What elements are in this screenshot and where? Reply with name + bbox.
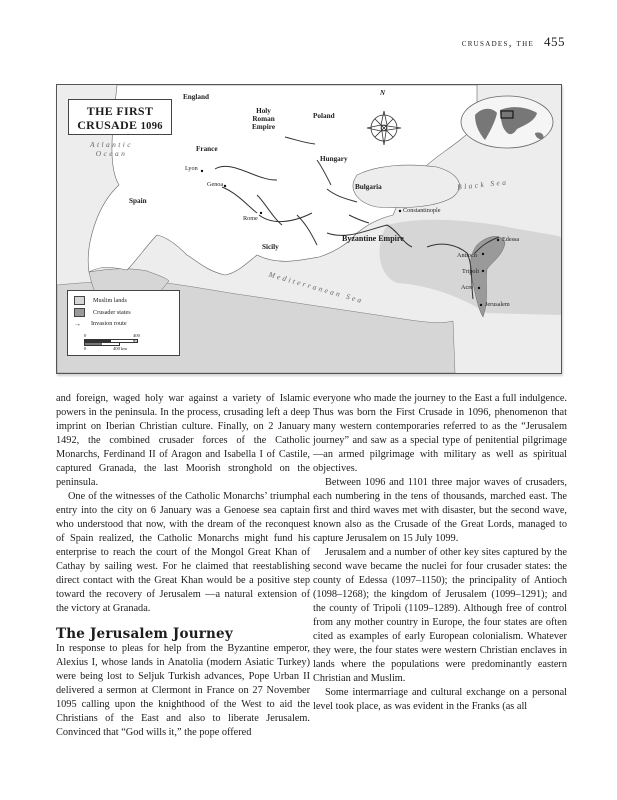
city-lyon: Lyon: [185, 165, 198, 172]
map-title-year: 1096: [140, 121, 163, 132]
running-head-section: crusades, the: [461, 38, 535, 49]
legend-crusader-states-label: Crusader states: [93, 309, 131, 316]
city-genoa: Genoa: [207, 181, 224, 188]
label-hre-2: Roman: [252, 115, 275, 123]
scale-zero-mi: 0: [84, 333, 87, 338]
right-column: [313, 392, 567, 714]
city-tripoli: Tripoli: [462, 268, 479, 275]
label-atlantic-2: Ocean: [95, 149, 128, 158]
right-paragraph-4: Some intermarriage and cultural exchange on a personal level took place, as was evident in the Franks (as all: [313, 687, 567, 712]
left-paragraph-1: and foreign, waged holy war against a variety of Islamic powers in the peninsula. In the process, crusading left a deep imprint on Iberian Christian culture. Finally, on 2 January 1492, the combined crusader forces of the Catholic Monarchs, Ferdinand II of Aragon and Isabella I of Castile, captured Granada, the last Moorish stronghold on the peninsula.: [56, 393, 310, 488]
label-hre-1: Holy: [256, 107, 271, 115]
city-rome: Rome: [243, 215, 258, 222]
map-title-line2: CRUSADE: [77, 118, 138, 132]
map-title-line1: THE FIRST: [86, 104, 154, 118]
label-byzantine-empire: Byzantine Empire: [342, 234, 404, 243]
running-head: [462, 34, 565, 50]
right-paragraph-2: Between 1096 and 1101 three major waves of crusaders, each numbering in the tens of thousands, marched east. The first and third waves met with disaster, but the second wave, known also as the Crusade of the Great Lords, managed to capture Jerusalem on 15 July 1099.: [313, 477, 567, 544]
label-sicily: Sicily: [262, 243, 279, 251]
compass-north-label: N: [380, 89, 386, 97]
city-acre: Acre: [461, 284, 474, 291]
right-paragraph-3: Jerusalem and a number of other key sites captured by the second wave became the nuclei for four crusader states: the county of Edessa (1097–1150); the principality of Antioch (1098–1268); the kingdom of Jerusalem (1099–1291); and the county of Tripoli (1109–1289). Although free of control from any mother country in Europe, the four states are often cited as examples of early European colonialism. Whatever they were, the four states were western Christian enclaves in lands where the populations were predominantly eastern Christian and Muslim.: [313, 547, 567, 684]
legend-invasion-route-label: Invasion route: [91, 320, 127, 327]
label-atlantic-ocean: [90, 140, 133, 158]
section-heading: The Jerusalem Journey: [56, 626, 233, 642]
city-antioch: Antioch: [457, 252, 477, 259]
label-spain: Spain: [129, 197, 147, 205]
muslim-lands-swatch-icon: [74, 296, 85, 305]
right-paragraph-1: everyone who made the journey to the East a full indulgence. Thus was born the First Crusade in 1096, phenomenon that many western contemporaries referred to as the “Jerusalem journey” and saw as a special type of penitential pilgrimage—an armed pilgrimage with military as well as spiritual objectives.: [313, 393, 567, 474]
legend-crusader-states: [74, 308, 131, 317]
city-edessa: Edessa: [502, 236, 520, 243]
city-jerusalem: Jerusalem: [485, 301, 510, 308]
city-constantinople: Constantinople: [403, 207, 441, 214]
label-black-sea: Black Sea: [456, 177, 509, 192]
globe-inset-icon: [461, 96, 553, 148]
label-hre-3: Empire: [252, 123, 276, 131]
legend-invasion-route: [74, 320, 127, 327]
map-title: [68, 99, 172, 135]
arrow-right-icon: →: [74, 319, 81, 328]
scale-bar: [84, 333, 140, 351]
label-hungary: Hungary: [320, 155, 348, 163]
label-mediterranean-sea: Mediterranean Sea: [267, 269, 365, 306]
scale-400-km: 400 km: [113, 346, 127, 351]
scale-400-mi: 400 mi: [133, 333, 140, 343]
first-crusade-map: [56, 84, 562, 374]
legend-muslim-lands: [74, 296, 127, 305]
left-column: [56, 392, 310, 740]
label-bulgaria: Bulgaria: [355, 183, 382, 191]
page-number: 455: [544, 34, 565, 49]
label-france: France: [196, 145, 218, 153]
scale-zero-km: 0: [84, 346, 87, 351]
crusader-states-swatch-icon: [74, 308, 85, 317]
left-paragraph-3: In response to pleas for help from the Byzantine emperor, Alexius I, whose lands in Anatolia (modern Asiatic Turkey) were being lost to Seljuk Turkish advances, Pope Urban II delivered a sermon at Clermont in France on 27 November 1095 calling upon the knighthood of the West to aid the Christians of the East and also to liberate Jerusalem. Convinced that “God wills it,” the pope offered: [56, 643, 310, 738]
legend-muslim-lands-label: Muslim lands: [93, 297, 127, 304]
label-atlantic-1: Atlantic: [90, 140, 133, 149]
label-england: England: [183, 93, 209, 101]
label-hre: [252, 107, 275, 131]
label-poland: Poland: [313, 112, 335, 120]
map-legend: [67, 290, 180, 356]
left-paragraph-2: One of the witnesses of the Catholic Monarchs’ triumphal entry into the city on 6 January was a Genoese sea captain who understood that now, with the dream of the reconquest of Spain realized, the Catholic Monarchs might fund his enterprise to reach the court of the Mongol Great Khan of Cathay by sailing west. For he claimed that reestablishing direct contact with the Great Khan would be a positive step toward the recovery of Jerusalem —a natural extension of the victory at Granada.: [56, 491, 310, 614]
